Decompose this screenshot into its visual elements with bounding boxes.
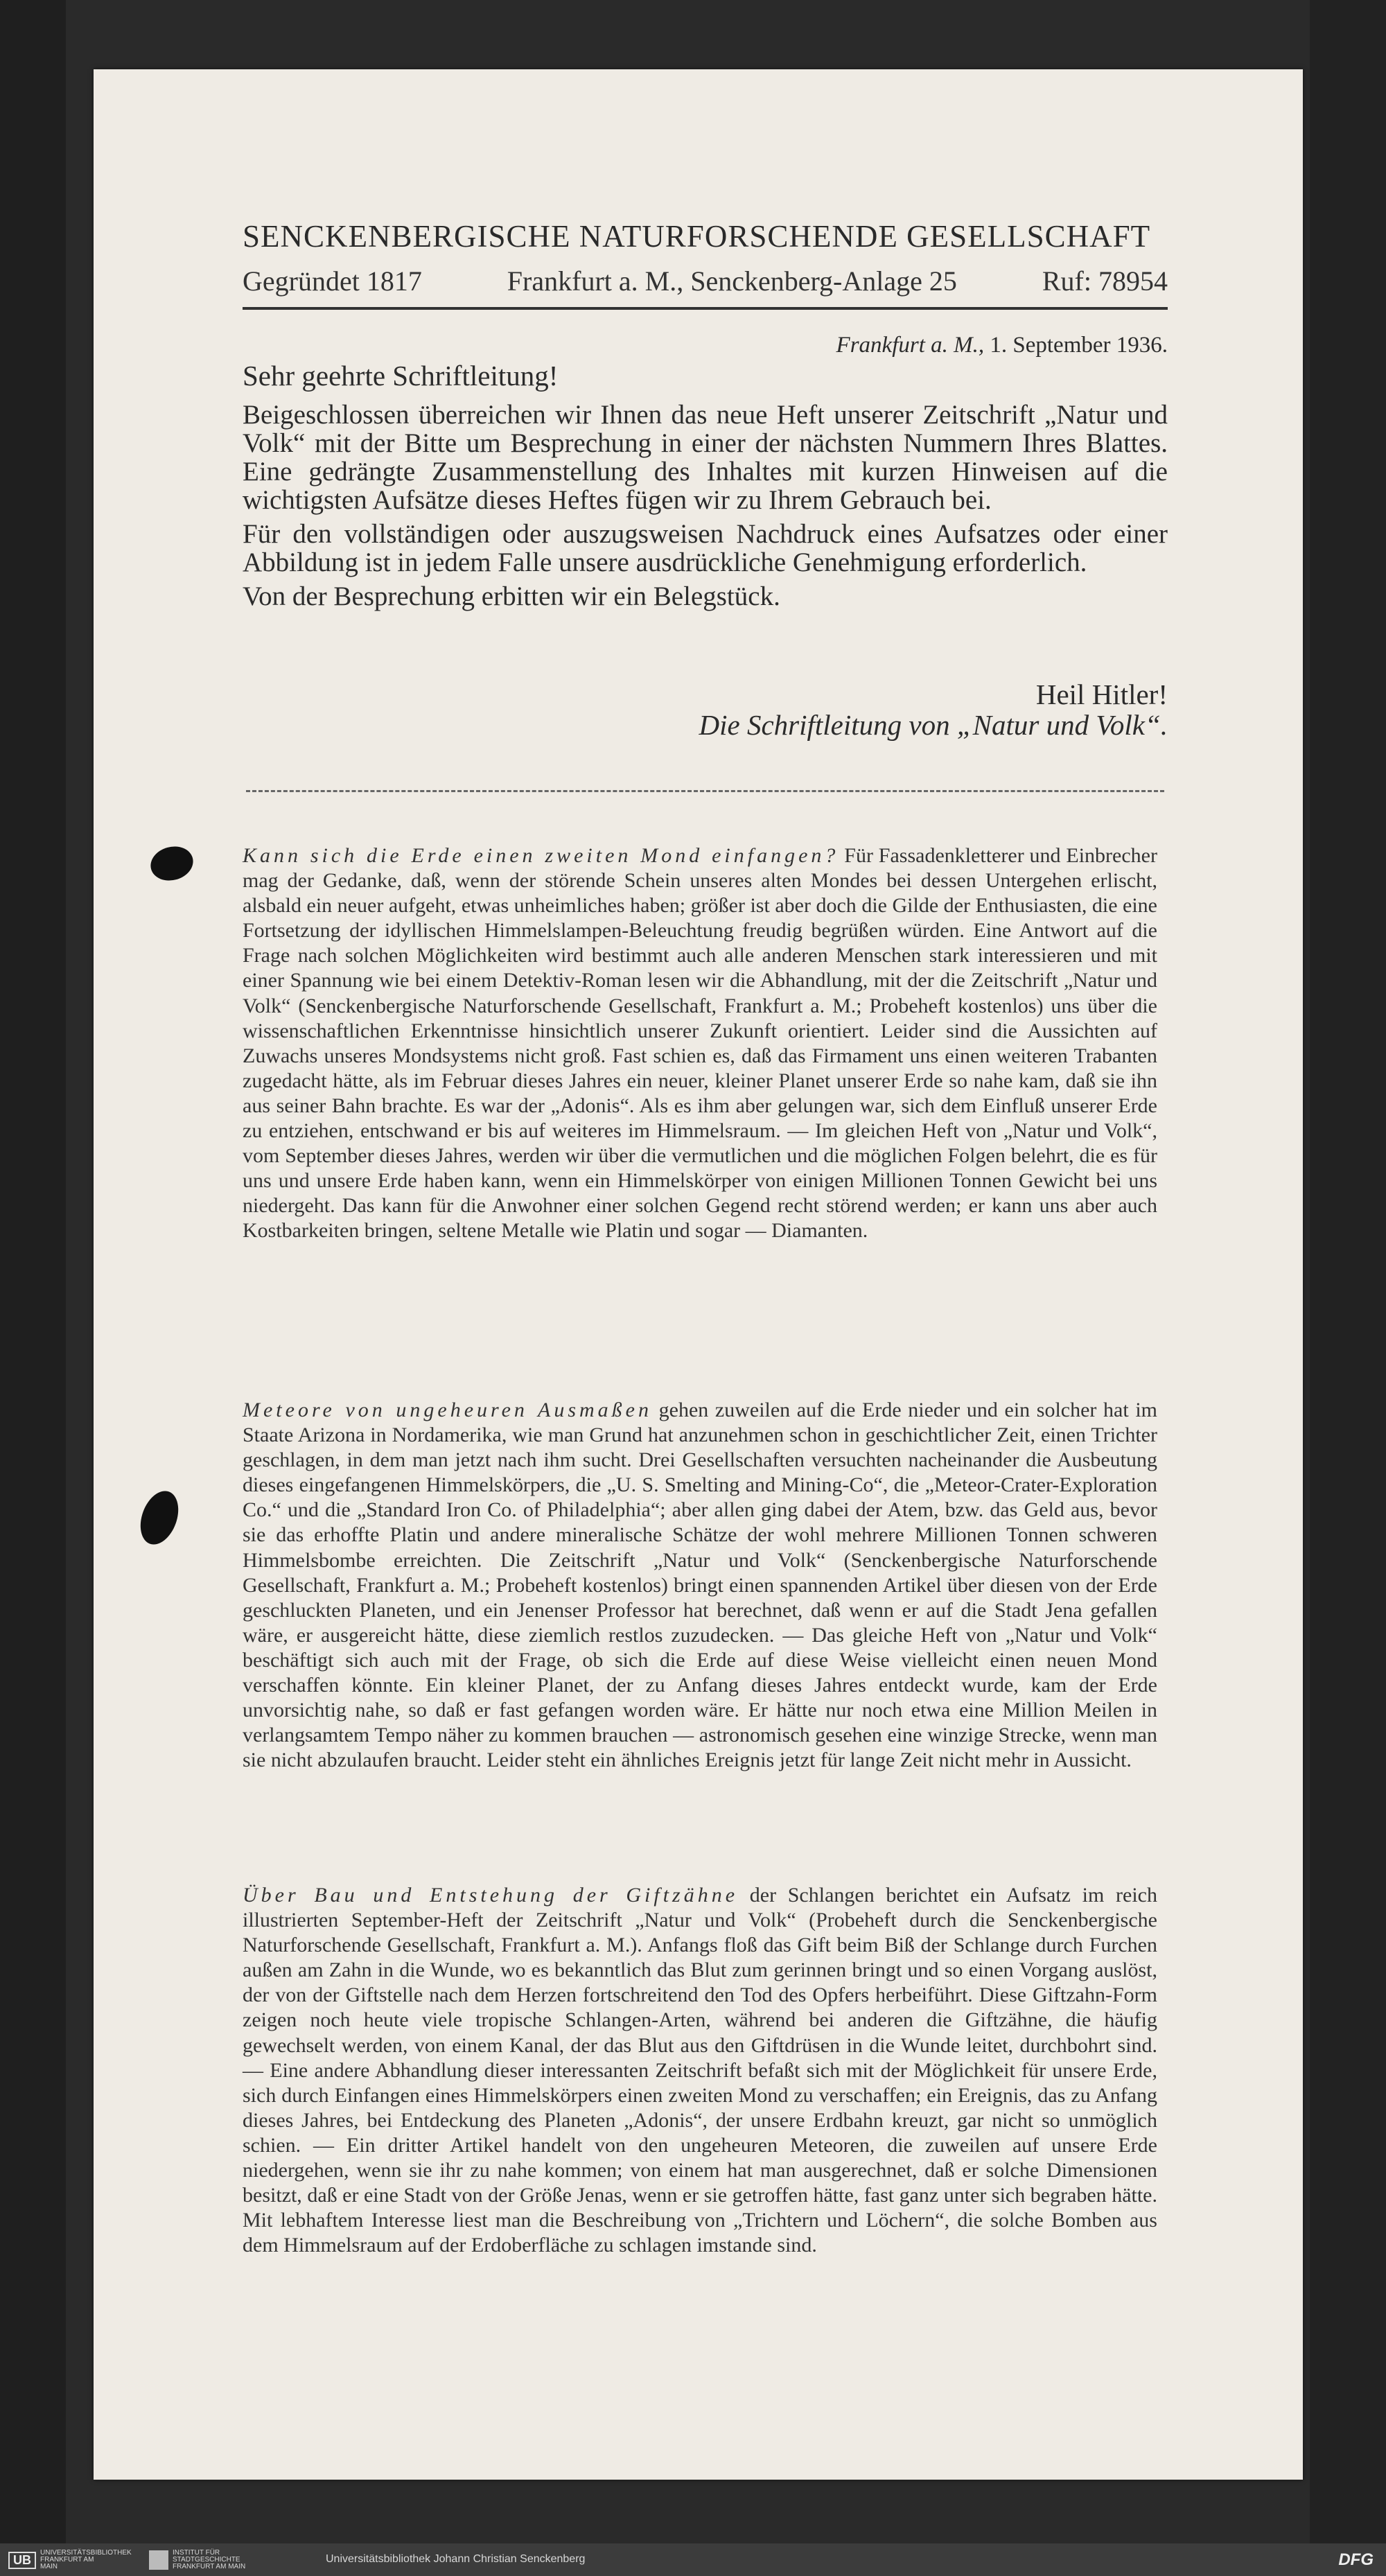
article-meteors bbox=[243, 1398, 1157, 1773]
article-second-moon bbox=[243, 843, 1157, 1244]
isg-logo-icon bbox=[149, 2550, 168, 2570]
letterhead-details bbox=[243, 265, 1168, 297]
signature: Die Schriftleitung von „Natur und Volk“. bbox=[699, 709, 1168, 741]
document-page bbox=[94, 69, 1303, 2480]
letter-paragraph: Von der Besprechung erbitten wir ein Belegstück. bbox=[243, 581, 780, 611]
ink-blot bbox=[134, 1486, 185, 1550]
letter-date bbox=[836, 333, 1168, 358]
article-lead: Kann sich die Erde einen zweiten Mond einfangen? bbox=[243, 844, 839, 867]
ub-logo-mark: UB bbox=[8, 2552, 36, 2569]
article-lead: Über Bau und Entstehung der Giftzähne bbox=[243, 1884, 739, 1907]
scan-background-right bbox=[1310, 0, 1386, 2543]
address-text: Frankfurt a. M., Senckenberg-Anlage 25 bbox=[507, 265, 957, 297]
letter-paragraph: Für den vollständigen oder auszugsweisen Nachdruck eines Aufsatzes oder einer Abbildung ist in jedem Falle unsere ausdrückliche Genehmigung erforderlich. bbox=[243, 519, 1168, 577]
letter-body bbox=[243, 401, 1168, 616]
dashed-divider bbox=[246, 790, 1164, 792]
header-rule bbox=[243, 307, 1168, 310]
isg-logo-text: INSTITUT FÜR STADTGESCHICHTE FRANKFURT AM MAIN bbox=[173, 2549, 246, 2570]
article-text: Für Fassadenkletterer und Einbrecher mag der Gedanke, daß, wenn der störende Schein unseres alten Mondes bei dessen Untergehen erlischt, alsbald ein neuer aufgeht, etwas unheimliches haben; größer ist aber doch die Gilde der Enthusiasten, die eine Fortsetzung der idyllischen Himmelslampen-Beleuchtung freudig begrüßen würden. Eine Antwort auf die Frage nach solchen Möglichkeiten wird bestimmt auch alle anderen Menschen stark interessieren und mit einer Spannung wie bei einem Detektiv-Roman lesen wir die Abhandlung, mit der die Zeitschrift „Natur und Volk“ (Senckenbergische Naturforschende Gesellschaft, Frankfurt a. M.; Probeheft kostenlos) uns über die wissenschaftlichen Erkenntnisse hinsichtlich unserer Zukunft orientiert. Leider sind die Aussichten auf Zuwachs unseres Mondsystems nicht groß. Fast schien es, daß das Firmament uns einen weiteren Trabanten zugedacht hätte, als im Februar dieses Jahres ein neuer, kleiner Planet unserer Erde so nahe kam, daß sie ihn aus seiner Bahn brachte. Es war der „Adonis“. Als es ihm aber gelungen war, sich dem Einfluß unserer Erde zu entziehen, entschwand er bis auf weiteres im Himmelsraum. — Im gleichen Heft von „Natur und Volk“, vom September dieses Jahres, werden wir über die vermutlichen und die möglichen Folgen belehrt, die es für uns und unsere Erde haben kann, wenn ein Himmelskörper von einigen Millionen Tonnen Gewicht bei uns niedergeht. Das kann für die Anwohner einer solchen Gegend recht störend werden; er kann uns aber auch Kostbarkeiten bringen, seltene Metalle wie Platin und sogar — Diamanten. bbox=[243, 844, 1157, 1243]
dfg-logo[interactable]: DFG bbox=[1338, 2550, 1374, 2569]
date-value: 1. September 1936. bbox=[990, 333, 1168, 358]
article-text: gehen zuweilen auf die Erde nieder und ein solcher hat im Staate Arizona in Nordamerika, wie man Grund hat anzunehmen schon in geschichtlicher Zeit, einen Trichter geschlagen, in dem man jetzt nach ihm sucht. Drei Gesellschaften versuchten nacheinander die Ausbeutung dieses eingefangenen Himmelskörpers, die „U. S. Smelting and Mining-Co“, die „Meteor-Crater-Exploration Co.“ und die „Standard Iron Co. of Philadelphia“; aber allen ging dabei der Atem, bzw. das Geld aus, bevor sie das erhoffte Platin und andere mineralische Schätze der wohl mehrere Millionen Tonnen schweren Himmelsbombe erreichten. Die Zeitschrift „Natur und Volk“ (Senckenbergische Naturforschende Gesellschaft, Frankfurt a. M.; Probeheft kostenlos) bringt einen spannenden Artikel über diesen von der Erde geschluckten Planeten, und ein Jenenser Professor hat berechnet, daß wenn er auf die Stadt Jena gefallen wäre, er ausgereicht hätte, diese ziemlich restlos zuzudecken. — Das gleiche Heft von „Natur und Volk“ beschäftigt sich auch mit der Frage, ob sich die Erde auf diese Weise vielleicht einen neuen Mond verschaffen könnte. Ein kleiner Planet, der zu Anfang dieses Jahres entdeckt wurde, kam der Erde unvorsichtig nahe, so daß er fast gefangen worden wäre. Er hätte nur noch etwa eine Million Meilen in verlangsamtem Tempo näher zu kommen brauchen — astronomisch gesehen eine winzige Strecke, wenn man sie nicht abzulaufen braucht. Leider steht ein ähnliches Ereignis jetzt für lange Zeit nicht mehr in Aussicht. bbox=[243, 1399, 1157, 1772]
ink-blot bbox=[147, 842, 197, 885]
scan-background-left bbox=[0, 0, 66, 2543]
library-credit: Universitätsbibliothek Johann Christian Senckenberg bbox=[326, 2553, 586, 2565]
founded-text: Gegründet 1817 bbox=[243, 265, 422, 297]
letter-paragraph: Beigeschlossen überreichen wir Ihnen das neue Heft unserer Zeitschrift „Natur und Volk“ mit der Bitte um Besprechung in einer der nächsten Nummern Ihres Blattes. Eine gedrängte Zusammenstellung des Inhaltes mit kurzen Hinweisen auf die wichtigsten Aufsätze dieses Heftes fügen wir zu Ihrem Gebrauch bei. bbox=[243, 400, 1168, 515]
date-city: Frankfurt a. M., bbox=[836, 333, 985, 358]
viewer-footer bbox=[0, 2543, 1386, 2576]
society-name: SENCKENBERGISCHE NATURFORSCHENDE GESELLSCHAFT bbox=[243, 219, 1151, 254]
salutation: Sehr geehrte Schriftleitung! bbox=[243, 360, 559, 392]
article-text: der Schlangen berichtet ein Aufsatz im reich illustrierten September-Heft der Zeitschrift „Natur und Volk“ (Probeheft durch die Senckenbergische Naturforschende Gesellschaft, Frankfurt a. M.). Anfangs floß das Gift beim Biß der Schlange durch Furchen außen am Zahn in die Wunde, wo es bekanntlich das Blut zum gerinnen bringt und so einen Vorgang auslöst, der von der Giftstelle nach dem Herzen fortschreitend den Tod des Opfers herbeiführt. Diese Giftzahn-Form zeigen noch heute viele tropische Schlangen-Arten, während bei anderen die Giftzähne, die häufig gewechselt werden, von einem Kanal, der das Blut aus den Giftdrüsen in die Wunde leitet, durchbohrt sind. — Eine andere Abhandlung dieser interessanten Zeitschrift befaßt sich mit der Möglichkeit für unsere Erde, sich durch Einfangen eines Himmelskörpers einen zweiten Mond zu verschaffen; ein Ereignis, das zu Anfang dieses Jahres, bei Entdeckung des Planeten „Adonis“, der unsere Erdbahn kreuzt, gar nicht so unmöglich schien. — Ein dritter Artikel handelt von den ungeheuren Meteoren, die zuweilen auf unsere Erde niedergehen, wenn sie ihr zu nahe kommen; von einem hat man ausgerechnet, daß er solche Dimensionen besitzt, daß er eine Stadt von der Größe Jenas, wenn er sie getroffen hätte, fast ganz unter sich begraben hätte. Mit lebhaftem Interesse liest man die Beschreibung von „Trichtern und Löchern“, die solche Bomben aus dem Himmelsraum auf der Erdoberfläche zu schlagen imstande sind. bbox=[243, 1884, 1157, 2257]
isg-logo[interactable] bbox=[149, 2550, 263, 2570]
article-lead: Meteore von ungeheuren Ausmaßen bbox=[243, 1399, 652, 1421]
greeting: Heil Hitler! bbox=[1035, 678, 1168, 710]
ub-logo[interactable] bbox=[8, 2549, 132, 2570]
article-venom-fangs bbox=[243, 1883, 1157, 2258]
phone-text: Ruf: 78954 bbox=[1042, 265, 1168, 297]
ub-logo-text: UNIVERSITÄTSBIBLIOTHEK FRANKFURT AM MAIN bbox=[40, 2549, 132, 2570]
